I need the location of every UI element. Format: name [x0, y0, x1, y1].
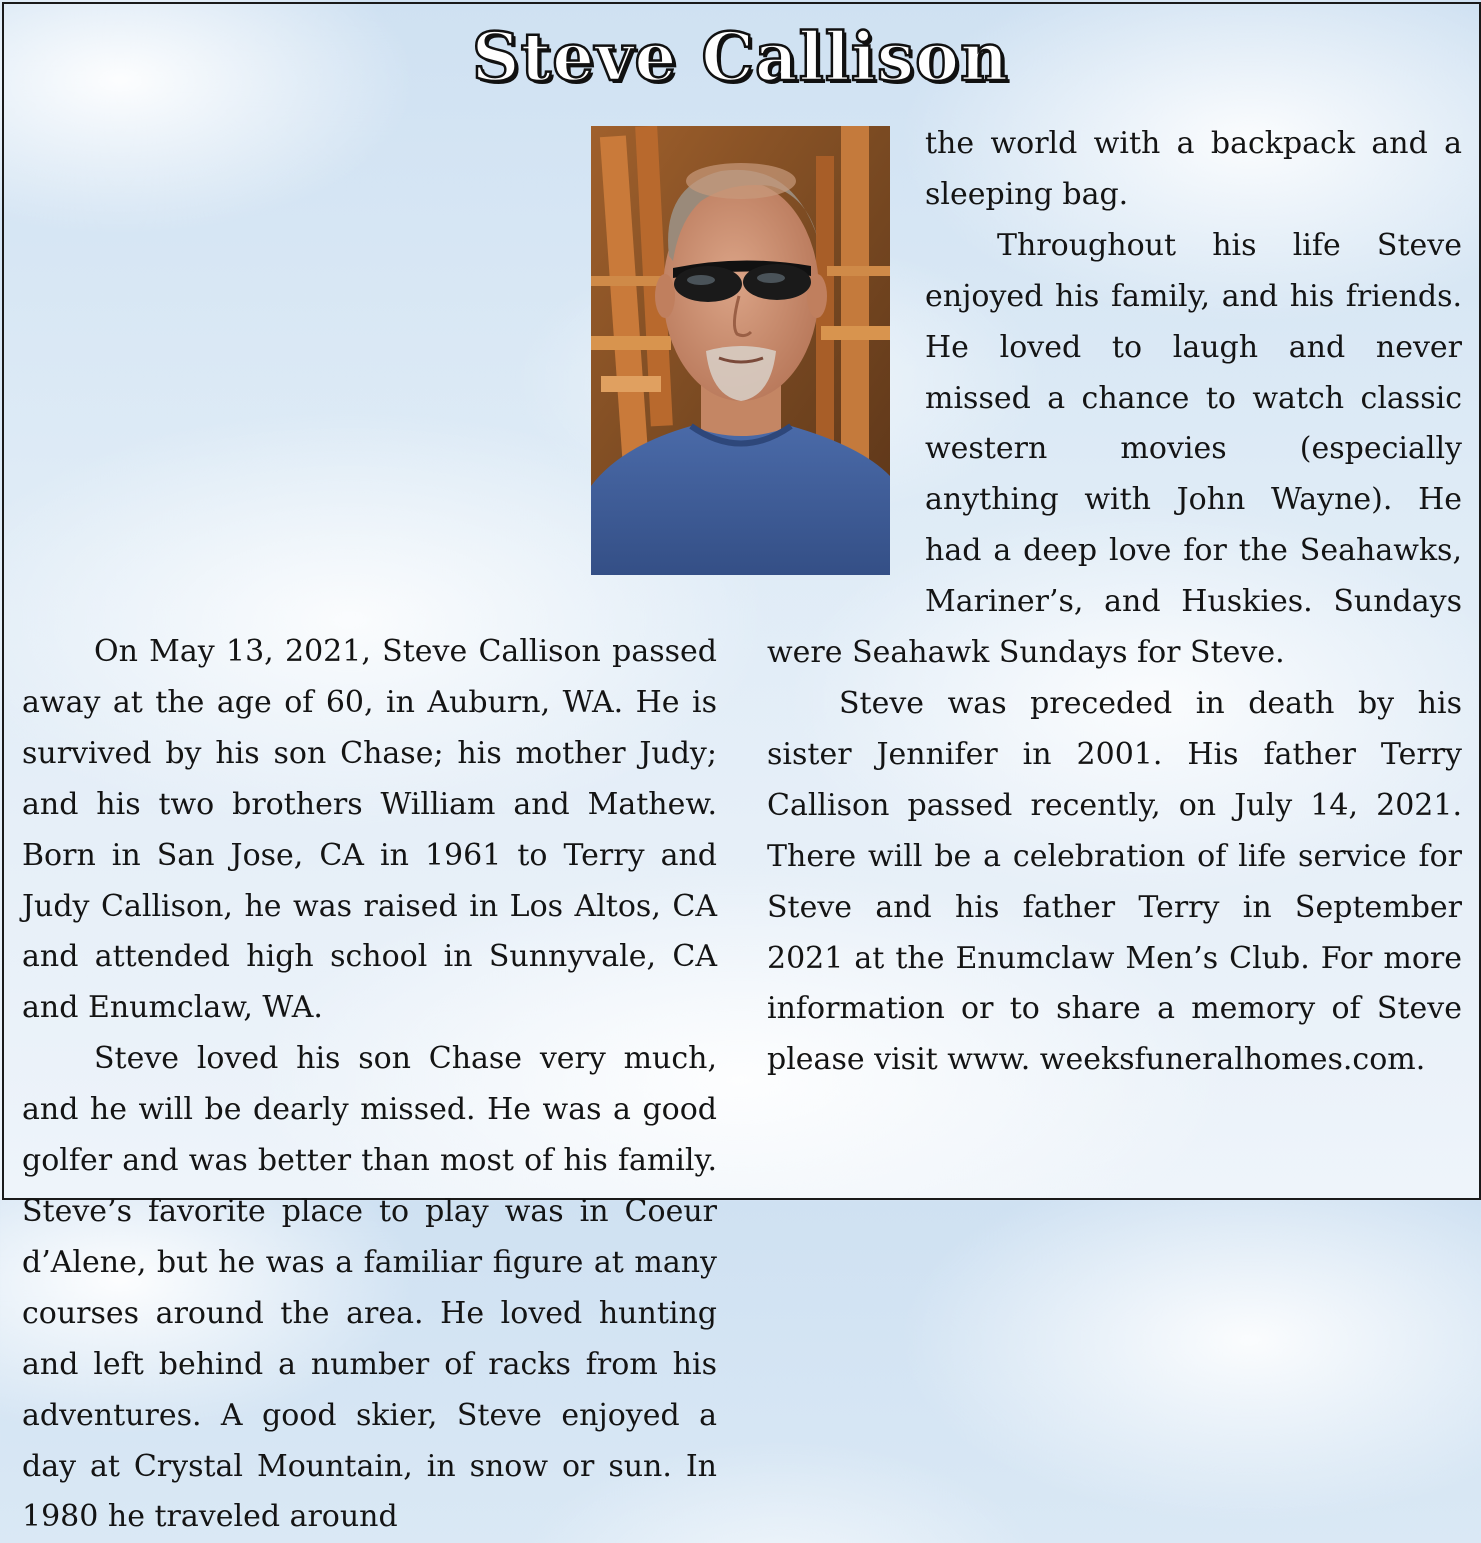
paragraph-hobbies: Steve loved his son Chase very much, and he will be dearly missed. He was a good golfer and was better than most of his family. Steve’s favorite place to play was in Coeur d’Alene, but he was a familiar figure at many courses around the area. He loved hunting and left behind a number of racks from his adventures. A good skier, Steve enjoyed a day at Crystal Mountain, in snow or sun. In 1980 he traveled around	[22, 1041, 717, 1535]
portrait-illustration	[591, 126, 890, 575]
paragraph-travel-continued: the world with a backpack and a sleeping bag.	[925, 126, 1462, 212]
paragraph-family-friends: Throughout his life Steve enjoyed his family, and his friends. He loved to laugh and never missed a chance to watch classic western movies (especially anything with John Wayne). He had a deep love for the Seahawks, Mariner’s, and Huskies. Sundays were Seahawk Sundays for Steve.	[767, 227, 1462, 671]
paragraph-service-info: Steve was preceded in death by his sister Jennifer in 2001. His father Terry Callison passed recently, on July 14, 2021. There will be a celebration of life service for Steve and his father Terry in September 2021 at the Enumclaw Men’s Club. For more information or to share a memory of Steve please visit www. weeksfuneralhomes.com.	[767, 685, 1462, 1078]
portrait-photo	[591, 126, 890, 575]
paragraph-intro: On May 13, 2021, Steve Callison passed away at the age of 60, in Auburn, WA. He is survived by his son Chase; his mother Judy; and his two brothers William and Mathew. Born in San Jose, CA in 1961 to Terry and Judy Callison, he was raised in Los Altos, CA and attended high school in Sunnyvale, CA and Enumclaw, WA.	[22, 634, 717, 1026]
obituary-title: Steve Callison	[471, 18, 1010, 96]
